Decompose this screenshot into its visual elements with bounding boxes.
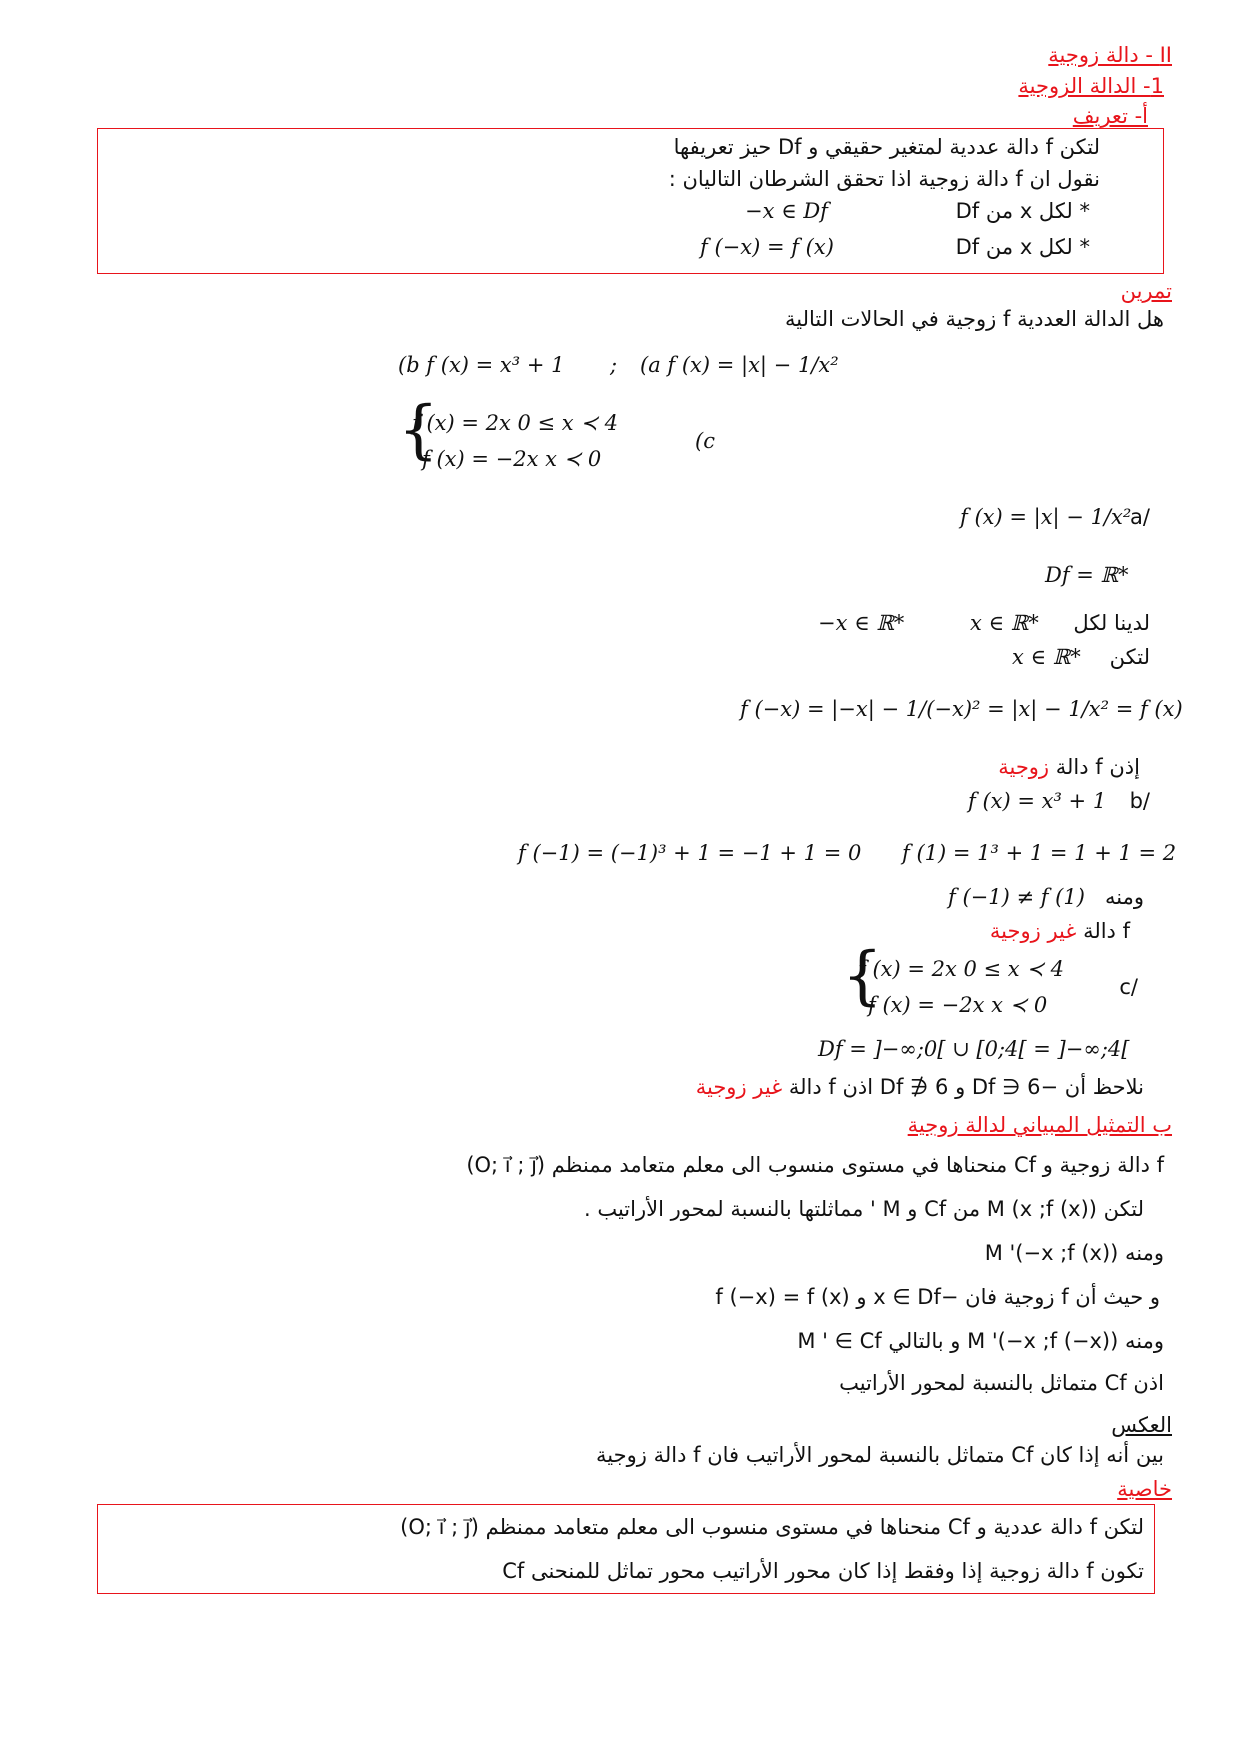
solution-b-conclusion — [990, 916, 1130, 946]
graph-line-4: و حيث أن f زوجية فان −x ∈ Df و f (−x) = f (x) — [715, 1285, 1160, 1309]
converse-heading: العكس — [1111, 1413, 1172, 1437]
solution-b-calc-1: f (1) = 1³ + 1 = 1 + 1 = 2 — [902, 841, 1177, 865]
exercise-case-c-brace: { — [398, 393, 439, 467]
subsection-heading: 1- الدالة الزوجية — [1018, 74, 1164, 98]
solution-c-conclusion — [696, 1072, 1144, 1102]
graph-line-6: اذن Cf متماثل بالنسبة لمحور الأراتيب — [839, 1371, 1164, 1395]
exercise-case-b: (b f (x) = x³ + 1 — [398, 353, 565, 377]
definition-condition-1-text: * لكل x من Df — [955, 199, 1090, 223]
solution-c-system-1: f (x) = 2x 0 ≤ x ≺ 4 — [858, 957, 1064, 981]
solution-a-domain: Df = ℝ* — [1045, 563, 1129, 587]
solution-a-line-4-text: لتكن — [1109, 645, 1150, 669]
solution-c-brace: { — [842, 939, 883, 1013]
solution-a-line-4-math: x ∈ ℝ* — [1012, 645, 1081, 669]
graph-line-5: ومنه M '(−x ;f (−x)) و بالتالي M ' ∈ Cf — [797, 1329, 1164, 1353]
solution-b-conclusion-result: غير زوجية — [989, 919, 1077, 943]
converse-text: بين أنه إذا كان Cf متماثل بالنسبة لمحور الأراتيب فان f دالة زوجية — [596, 1443, 1164, 1467]
definition-heading: أ- تعريف — [1072, 104, 1148, 128]
exercise-separator: ; — [610, 353, 618, 377]
definition-condition-2-text: * لكل x من Df — [955, 235, 1090, 259]
solution-b-line-3-math: f (−1) ≠ f (1) — [948, 885, 1085, 909]
solution-c-domain: Df = ]−∞;0[ ∪ [0;4[ = ]−∞;4[ — [818, 1037, 1130, 1061]
definition-condition-2-math: f (−x) = f (x) — [700, 235, 834, 259]
graph-line-2: لتكن M (x ;f (x)) من Cf و M ' مماثلتها بالنسبة لمحور الأراتيب . — [583, 1197, 1144, 1221]
solution-c-conclusion-text: نلاحظ أن −6 ∈ Df و 6 ∉ Df اذن f دالة — [788, 1075, 1144, 1099]
solution-a-calculation: f (−x) = |−x| − 1/(−x)² = |x| − 1/x² = f (x) — [740, 697, 1183, 721]
exercise-case-c-label: (c — [695, 429, 715, 453]
solution-b-calc-2: f (−1) = (−1)³ + 1 = −1 + 1 = 0 — [518, 841, 862, 865]
definition-condition-1-math: −x ∈ Df — [745, 199, 828, 223]
graph-line-3: ومنه M '(−x ;f (x)) — [984, 1241, 1164, 1265]
exercise-heading: تمرين — [1120, 279, 1172, 303]
property-line-1: لتكن f دالة عددية و Cf منحناها في مستوى منسوب الى معلم متعامد ممنظم (O; i⃗ ; j⃗) — [400, 1515, 1144, 1539]
property-line-2: تكون f دالة زوجية إذا وفقط إذا كان محور الأراتيب محور تماثل للمنحنى Cf — [502, 1559, 1144, 1583]
exercise-prompt: هل الدالة العددية f زوجية في الحالات التالية — [785, 307, 1164, 331]
solution-a-conclusion-text: إذن f دالة — [1055, 755, 1140, 779]
definition-line-2: نقول ان f دالة زوجية اذا تحقق الشرطان التاليان : — [668, 167, 1100, 191]
solution-c-system-2: f (x) = −2x x ≺ 0 — [868, 993, 1048, 1017]
solution-b-label: b/ — [1129, 789, 1150, 813]
property-heading: خاصية — [1117, 1477, 1172, 1501]
graph-heading: ب التمثيل المبياني لدالة زوجية — [907, 1113, 1172, 1137]
solution-a-conclusion — [998, 752, 1140, 782]
section-heading: II - دالة زوجية — [1048, 43, 1172, 67]
exercise-case-a: (a f (x) = |x| − 1/x² — [640, 353, 839, 377]
exercise-case-c-line-1: f (x) = 2x 0 ≤ x ≺ 4 — [412, 411, 618, 435]
solution-a-line-3-math-1: x ∈ ℝ* — [970, 611, 1039, 635]
solution-c-conclusion-result: غير زوجية — [695, 1075, 783, 1099]
solution-b-line-3-text: ومنه — [1105, 885, 1144, 909]
solution-b-conclusion-text: f دالة — [1083, 919, 1130, 943]
definition-line-1: لتكن f دالة عددية لمتغير حقيقي و Df حيز تعريفها — [673, 135, 1100, 159]
solution-a-function: f (x) = |x| − 1/x² — [960, 505, 1132, 529]
solution-a-line-3-text: لدينا لكل — [1073, 611, 1150, 635]
graph-line-1: f دالة زوجية و Cf منحناها في مستوى منسوب الى معلم متعامد ممنظم (O; i⃗ ; j⃗) — [466, 1153, 1164, 1177]
solution-b-function: f (x) = x³ + 1 — [968, 789, 1107, 813]
solution-a-label: a/ — [1130, 505, 1150, 529]
exercise-case-c-line-2: f (x) = −2x x ≺ 0 — [422, 447, 602, 471]
solution-c-label: c/ — [1119, 975, 1138, 999]
solution-a-line-3-math-2: −x ∈ ℝ* — [818, 611, 905, 635]
solution-a-conclusion-result: زوجية — [998, 755, 1050, 779]
